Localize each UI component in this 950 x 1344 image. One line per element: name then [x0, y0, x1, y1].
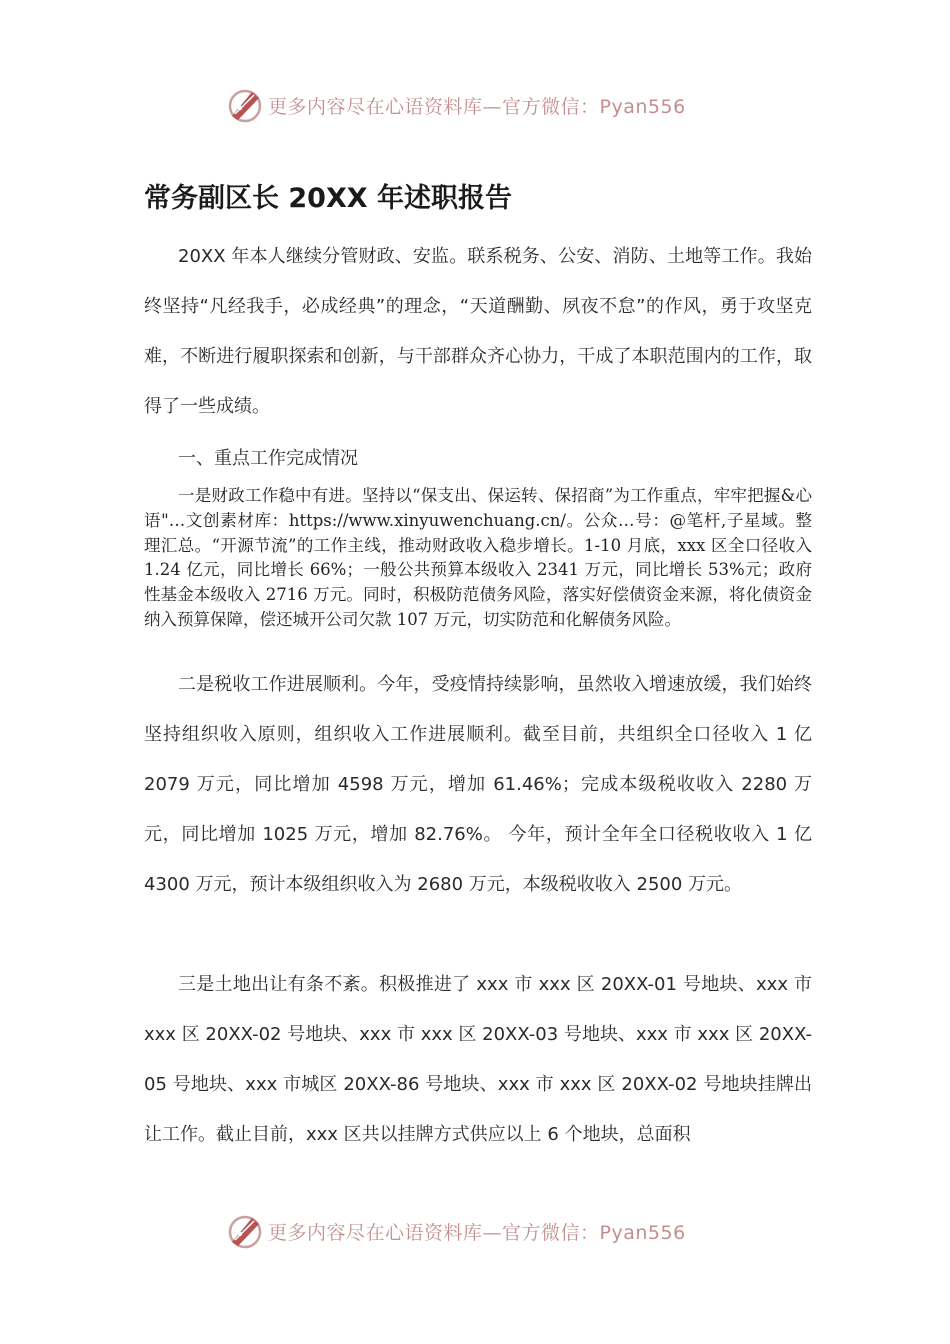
banner-text: [268, 1218, 686, 1245]
item1-paragraph: 一是财政工作稳中有进。坚持以“保支出、保运转、保招商”为工作重点，牢牢把握&心语"…文创素材库：https://www.xinyuwenchuang.cn/。公众…号：@笔杆,子星域。整理汇总。“开源节流”的工作主线，推动财政收入稳步增长。1-10 月底，xxx 区全口径收入 1.24 亿元，同比增长 66%；一般公共预算本级收入 2341 万元，同比增长 53%元；政府性基金本级收入 2716 万元。同时，积极防范债务风险，落实好偿债资金来源，将化债资金纳入预算保障，偿还城开公司欠款 107 万元，切实防范和化解债务风险。: [144, 486, 812, 629]
footer-banner: [0, 1210, 950, 1254]
item2-paragraph: 二是税收工作进展顺利。今年，受疫情持续影响，虽然收入增速放缓，我们始终坚持组织收入原则，组织收入工作进展顺利。截至目前，共组织全口径收入 1 亿 2079 万元，同比增加 4598 万元，增加 61.46%；完成本级税收收入 2280 万元，同比增加 1025 万元，增加 82.76%。 今年，预计全年全口径税收收入 1 亿 4300 万元，预计本级组织收入为 2680 万元，本级税收收入 2500 万元。: [144, 674, 812, 895]
intro-paragraph: 20XX 年本人继续分管财政、安监。联系税务、公安、消防、土地等工作。我始终坚持“凡经我手，必成经典”的理念，“天道酬勤、夙夜不怠”的作风，勇于攻坚克难，不断进行履职探索和创新，与干部群众齐心协力，干成了本职范围内的工作，取得了一些成绩。: [144, 246, 812, 417]
section-heading: 一、重点工作完成情况: [178, 448, 358, 469]
banner-slogan: 更多内容尽在心语资料库—官方微信：: [268, 96, 600, 118]
banner-text: [268, 92, 686, 119]
page-title: 常务副区长 20XX 年述职报告: [144, 183, 513, 214]
pen-nib-logo-icon: [226, 1212, 264, 1250]
item3-paragraph: 三是土地出让有条不紊。积极推进了 xxx 市 xxx 区 20XX-01 号地块、xxx 市 xxx 区 20XX-02 号地块、xxx 市 xxx 区 20XX-03 号地块、xxx 市 xxx 区 20XX-05 号地块、xxx 市城区 20XX-86 号地块、xxx 市 xxx 区 20XX-02 号地块挂牌出让工作。截止目前，xxx 区共以挂牌方式供应以上 6 个地块，总面积: [144, 974, 812, 1145]
banner-wechat-id: Pyan556: [599, 1222, 686, 1244]
banner-wechat-id: Pyan556: [599, 96, 686, 118]
header-banner: [0, 84, 950, 128]
banner-slogan: 更多内容尽在心语资料库—官方微信：: [268, 1222, 600, 1244]
pen-nib-logo-icon: [226, 86, 264, 124]
